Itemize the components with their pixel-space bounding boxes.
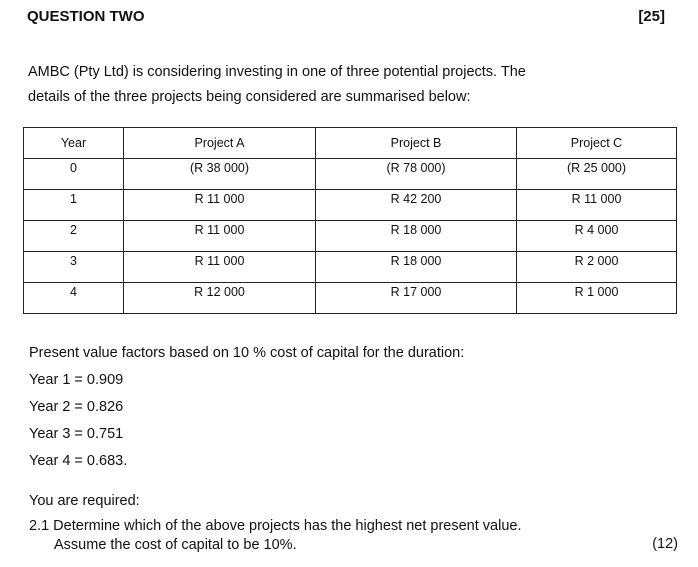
required-heading: You are required: (29, 493, 140, 509)
pv-factor-year-3: Year 3 = 0.751 (29, 426, 124, 442)
intro-line-1: AMBC (Pty Ltd) is considering investing in one of three potential projects. The (28, 64, 526, 80)
table-cell: R 18 000 (316, 252, 517, 283)
intro-line-2: details of the three projects being considered are summarised below: (28, 89, 471, 105)
table-cell: R 18 000 (316, 221, 517, 252)
pv-factors-heading: Present value factors based on 10 % cost of capital for the duration: (29, 345, 465, 361)
table-cell: (R 78 000) (316, 159, 517, 190)
table-cell: R 11 000 (124, 190, 316, 221)
table-cell: R 11 000 (124, 221, 316, 252)
table-cell: 4 (24, 283, 124, 314)
header-year: Year (24, 128, 124, 159)
table-cell: R 1 000 (517, 283, 677, 314)
question-title: QUESTION TWO (27, 8, 145, 25)
table-cell: R 17 000 (316, 283, 517, 314)
question-2-1 (29, 517, 522, 555)
table-cell: 1 (24, 190, 124, 221)
table-cell: R 4 000 (517, 221, 677, 252)
table-row (24, 190, 677, 221)
table-cell: R 42 200 (316, 190, 517, 221)
table-cell: R 11 000 (517, 190, 677, 221)
intro-paragraph (28, 60, 628, 110)
table-header-row (24, 128, 677, 159)
pv-factors-section (29, 340, 464, 475)
table-cell: 0 (24, 159, 124, 190)
header-project-a: Project A (124, 128, 316, 159)
question-2-1-line-2: Assume the cost of capital to be 10%. (54, 537, 297, 553)
table-cell: R 11 000 (124, 252, 316, 283)
question-2-1-line-1: 2.1 Determine which of the above projects has the highest net present value. (29, 518, 522, 534)
header-project-c: Project C (517, 128, 677, 159)
table-row (24, 159, 677, 190)
table-row (24, 283, 677, 314)
table-row (24, 221, 677, 252)
table-cell: 3 (24, 252, 124, 283)
pv-factor-year-2: Year 2 = 0.826 (29, 399, 124, 415)
table-cell: (R 25 000) (517, 159, 677, 190)
question-2-1-marks: (12) (652, 536, 678, 552)
table-cell: R 12 000 (124, 283, 316, 314)
table-cell: 2 (24, 221, 124, 252)
table-cell: R 2 000 (517, 252, 677, 283)
question-total-marks: [25] (638, 8, 665, 25)
projects-table (23, 127, 677, 314)
table-row (24, 252, 677, 283)
header-project-b: Project B (316, 128, 517, 159)
pv-factor-year-4: Year 4 = 0.683. (29, 453, 128, 469)
pv-factor-year-1: Year 1 = 0.909 (29, 372, 124, 388)
table-cell: (R 38 000) (124, 159, 316, 190)
